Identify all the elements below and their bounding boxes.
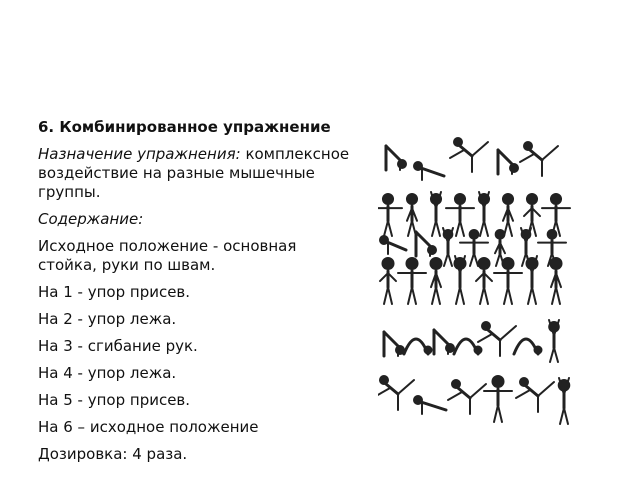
figure-head <box>548 230 557 239</box>
figure-leg <box>388 221 392 236</box>
exercise-figures-svg <box>378 136 578 432</box>
figure-leg <box>522 253 526 266</box>
figure-leg <box>542 146 558 160</box>
figure-leg <box>532 221 536 236</box>
figure-leg <box>436 287 440 304</box>
figure-head <box>382 258 393 269</box>
figure-head <box>551 194 561 204</box>
figure-leg <box>436 221 440 236</box>
step-0: Исходное положение - основная стойка, руки по швам. <box>38 237 297 274</box>
figure-arm <box>450 150 464 158</box>
figure-leg <box>432 287 436 304</box>
purpose-text: комплексное воздействие на разные мышечные группы. <box>38 145 350 201</box>
figure-body <box>434 330 448 344</box>
figure-head <box>492 376 503 387</box>
figure-head <box>430 258 441 269</box>
figure-leg <box>408 221 412 236</box>
figure-leg <box>532 287 536 304</box>
figure-head <box>425 347 432 354</box>
figure-head <box>383 194 393 204</box>
figure-leg <box>496 253 500 266</box>
figure-body <box>421 168 444 176</box>
figure-head <box>502 258 513 269</box>
figure-leg <box>484 221 488 236</box>
step-1: На 1 - упор присев. <box>38 283 191 301</box>
figure-arm <box>448 392 462 400</box>
figure-leg <box>564 408 568 424</box>
figure-leg <box>554 348 558 362</box>
figure-head <box>527 194 537 204</box>
figure-leg <box>480 221 484 236</box>
figure-leg <box>472 142 488 156</box>
figure-arm <box>478 334 492 342</box>
figure-leg <box>508 287 512 304</box>
step-6: На 6 – исходное положение <box>38 418 259 436</box>
exercise-title: 6. Комбинированное упражнение <box>38 118 331 136</box>
figure-leg <box>398 380 414 394</box>
dosage: Дозировка: 4 раза. <box>38 445 188 463</box>
figure-leg <box>552 287 556 304</box>
purpose-paragraph <box>38 145 356 202</box>
figure-leg <box>550 348 554 362</box>
figure-head <box>478 258 489 269</box>
figure-body <box>416 232 430 246</box>
figure-head <box>407 194 417 204</box>
figure-head <box>550 258 561 269</box>
figure-leg <box>480 287 484 304</box>
figure-leg <box>384 287 388 304</box>
figure-leg <box>494 405 498 422</box>
figure-leg <box>456 287 460 304</box>
figure-head <box>475 347 482 354</box>
figure-leg <box>460 287 464 304</box>
figure-head <box>496 230 505 239</box>
step-2: На 2 - упор лежа. <box>38 310 177 328</box>
figure-leg <box>384 221 388 236</box>
figure-leg <box>500 326 516 340</box>
figure-head <box>455 194 465 204</box>
content-label: Содержание: <box>38 210 144 228</box>
step-3: На 3 - сгибание рук. <box>38 337 198 355</box>
figure-body <box>498 150 512 164</box>
figure-leg <box>470 253 474 266</box>
figure-leg <box>504 287 508 304</box>
purpose-label: Назначение упражнения: <box>38 145 241 163</box>
exercise-description <box>38 118 356 472</box>
figure-leg <box>484 287 488 304</box>
figure-leg <box>456 221 460 236</box>
figure-body <box>386 146 400 160</box>
figure-leg <box>444 253 448 266</box>
figure-body <box>387 242 406 250</box>
figure-head <box>406 258 417 269</box>
figure-body <box>421 402 446 410</box>
figure-leg <box>388 287 392 304</box>
figure-leg <box>538 382 554 396</box>
figure-head <box>470 230 479 239</box>
figure-leg <box>560 408 564 424</box>
figure-leg <box>556 287 560 304</box>
figure-leg <box>412 287 416 304</box>
figure-arm <box>520 154 534 162</box>
figure-leg <box>448 253 452 266</box>
figure-leg <box>432 221 436 236</box>
step-5: На 5 - упор присев. <box>38 391 191 409</box>
figure-body <box>384 332 398 346</box>
figure-arm <box>378 388 390 396</box>
figure-leg <box>460 221 464 236</box>
figure-head <box>503 194 513 204</box>
figure-leg <box>498 405 502 422</box>
exercise-illustration-icon <box>378 136 578 432</box>
figure-leg <box>528 287 532 304</box>
step-4: На 4 - упор лежа. <box>38 364 177 382</box>
figure-leg <box>474 253 478 266</box>
figure-leg <box>408 287 412 304</box>
figure-head <box>535 347 542 354</box>
figure-arm <box>516 390 530 398</box>
figure-leg <box>508 221 512 236</box>
